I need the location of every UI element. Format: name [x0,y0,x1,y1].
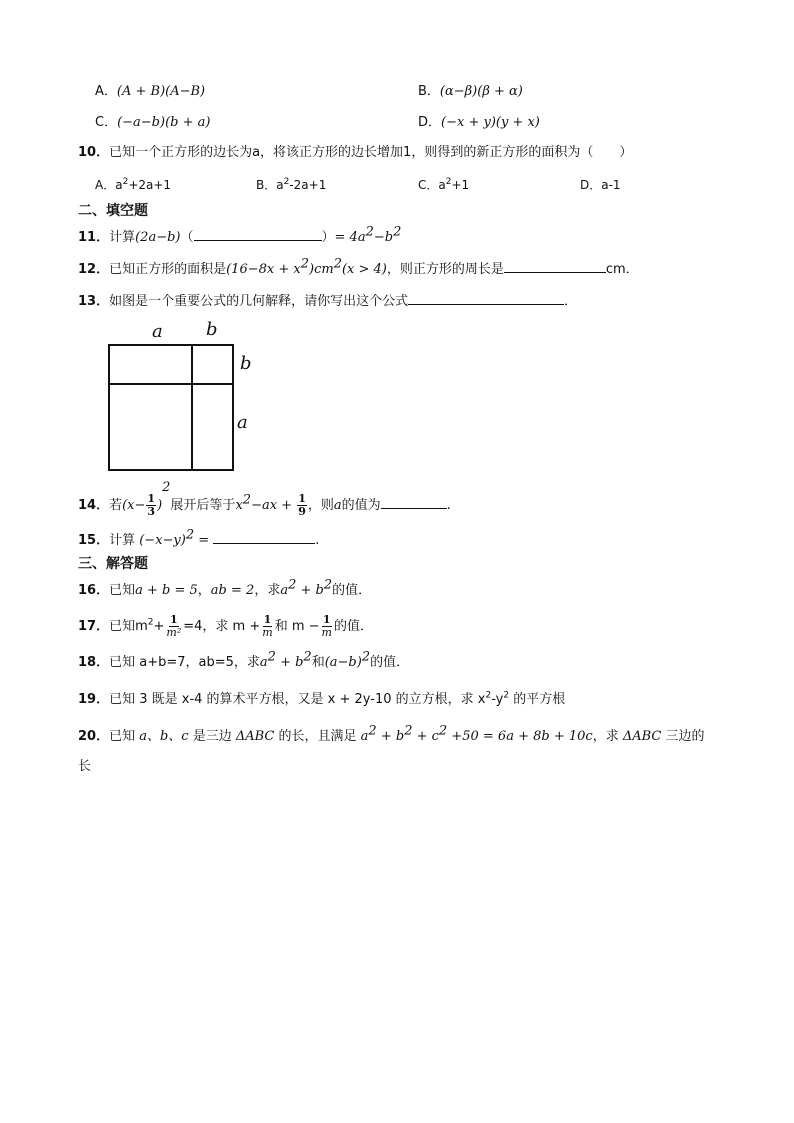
exponent: 2 [438,723,448,739]
question-number: 12． [78,262,110,277]
question-text: 已知 3 既是 x-4 的算术平方根，又是 x + 2y-10 的立方根，求 x [109,692,486,707]
question-text: 的长，且满足 [274,729,361,744]
question-number: 19． [78,692,110,707]
q13-figure [100,318,280,478]
question-text: 计算 [109,533,140,548]
exponent: 2 [303,649,312,665]
q10-option-a [95,176,171,194]
question-text: 已知 [109,729,140,744]
exponent: 2 [185,527,195,543]
exponent: 2 [503,690,510,701]
fraction [146,493,156,518]
question-text: 的值． [370,655,410,670]
option-sup: 2 [122,177,129,187]
option-text: a [115,178,123,192]
denominator: m² [166,626,182,639]
option-label: B． [418,84,440,99]
question-number: 17． [78,619,110,634]
punctuation: . [446,498,451,513]
punctuation: ． [564,294,578,309]
question-text: ，求 [592,729,623,744]
option-sup: 2 [445,177,452,187]
q10-option-d [580,176,621,194]
exponent: 2 [323,577,333,593]
math-expression: a [259,655,268,670]
question-number: 16． [78,583,110,598]
question-text: -y [491,692,504,707]
exponent: 2 [393,224,402,240]
numerator: 1 [170,613,178,626]
question-16 [78,577,372,600]
math-expression: +50 = 6a + 8b + 10c [447,729,593,744]
numerator: 1 [322,613,331,626]
option-text: a-1 [601,178,621,192]
math-expression: ΔABC [235,729,275,744]
question-15 [78,527,320,550]
question-17 [78,612,373,642]
q10-option-b [256,176,326,194]
question-text: 已知m [109,619,148,634]
question-text: 已知正方形的面积是 [109,262,227,277]
math-expression: (x− [122,498,146,513]
question-text: 展开后等于 [170,498,236,513]
answer-blank[interactable] [194,227,322,241]
paren: （ [180,230,194,245]
question-12 [78,256,639,279]
question-text: 的值为 [341,498,381,513]
exponent: 2 [404,723,413,739]
question-number: 18． [78,655,110,670]
square-diagram [100,318,280,478]
question-10 [78,144,632,162]
math-expression: + b [296,583,324,598]
math-expression: (x > 4) [341,262,387,277]
answer-blank[interactable] [504,259,606,273]
math-expression: = 4a [334,230,366,245]
option-label: C． [418,178,439,192]
question-text: 的值． [333,619,373,634]
option-label: D． [580,178,602,192]
question-number: 13． [78,294,110,309]
math-expression: a [360,729,369,744]
math-expression: ΔABC [622,729,662,744]
math-expression: −ax + [251,498,297,513]
option-text: +1 [451,178,470,192]
option-label: A． [95,84,117,99]
denominator: 3 [147,505,156,518]
q9-option-b [418,83,523,101]
math-expression: x [235,498,243,513]
math-expression: (a−b) [324,655,362,670]
q9-option-d [418,114,540,132]
option-label: C． [95,115,118,130]
denominator: m [262,626,273,639]
question-text: ，则 [307,498,334,513]
question-number: 14． [78,498,110,513]
option-expression: (−a−b)(b + a) [117,115,211,130]
question-text: 如图是一个重要公式的几何解释，请你写出这个公式 [109,294,409,309]
exponent: 2 [361,649,371,665]
math-expression: (2a−b) [135,230,181,245]
question-19 [78,691,565,709]
punctuation: . [315,533,320,548]
question-number: 20． [78,729,110,744]
question-text: 和 m − [274,619,320,634]
exponent: 2 [267,649,276,665]
q9-option-c [95,114,210,132]
option-text: +2a+1 [128,178,172,192]
question-14: 14．若(x− $\frac{1}{3}$ )$^2$展开后等于$x^2-ax$ + $\frac{1}{9}$ ，则a的值为 . [78,480,451,518]
label-b-top: b [206,319,218,340]
math-expression: a [280,583,289,598]
exponent: 2 [242,492,252,508]
question-20 [78,723,705,746]
question-18 [78,649,410,672]
answer-blank[interactable] [381,495,447,509]
math-expression: ab = 2 [210,583,255,598]
q9-option-a [95,83,205,101]
question-text: 是三边 [188,729,236,744]
paren: ） [321,230,335,245]
section-title-solve: 三、解答题 [78,556,148,572]
question-text: 已知 [109,583,136,598]
math-expression: + b [275,655,304,670]
denominator: 9 [298,505,306,518]
math-expression: + c [412,729,439,744]
exponent: 2 [147,617,154,628]
question-text: 计算 [109,230,136,245]
option-expression: (A + B)(A−B) [116,84,206,99]
fraction [261,614,273,639]
fraction [297,493,307,518]
math-variable: a [333,498,342,513]
question-text: 的平方根 [509,692,566,707]
option-text: -2a+1 [289,178,327,192]
exponent: 2 [333,256,342,272]
fraction [165,614,182,639]
fraction [321,614,333,639]
question-number: 11． [78,230,110,245]
question-text: 已知 a+b=7，ab=5，求 [109,655,260,670]
q10-option-c [418,176,469,194]
option-expression: (α−β)(β + α) [439,84,523,99]
math-expression: + b [376,729,405,744]
question-text: 已知一个正方形的边长为a，将该正方形的边长增加1，则得到的新正方形的面积为（ ） [109,145,633,160]
question-text: ，求 [254,583,281,598]
answer-blank[interactable] [213,530,315,544]
question-11 [78,224,402,247]
question-text: 若 [109,498,123,513]
option-label: D． [418,115,442,130]
exponent: 2 [485,690,492,701]
punctuation: ， [197,583,211,598]
question-text: 和 [311,655,325,670]
exponent: 2 [368,723,377,739]
numerator: 1 [263,613,272,626]
label-a-top: a [152,321,163,342]
exponent: 2 [288,577,297,593]
outer-square [109,345,233,470]
question-20-continued: 长 [78,759,92,774]
section-title-fill-in: 二、填空题 [78,203,148,219]
question-number: 10． [78,145,110,160]
option-label: B． [256,178,277,192]
option-expression: (−x + y)(y + x) [441,115,540,130]
option-text: a [276,178,284,192]
question-text: ，则正方形的周长是 [386,262,504,277]
question-text: 的值． [332,583,372,598]
option-sup: 2 [283,177,290,187]
operator: + [153,619,165,634]
math-expression: )cm [309,262,334,277]
label-a-right: a [237,412,248,433]
option-text: a [438,178,446,192]
question-text: =4，求 m + [183,619,261,634]
math-expression: (16−8x + x [226,262,301,277]
math-expression: −b [373,230,394,245]
question-number: 15． [78,533,110,548]
denominator: m [321,626,332,639]
option-label: A． [95,178,116,192]
math-expression: a、b、c [139,729,189,744]
exponent: 2 [162,480,171,495]
math-expression: = [194,533,214,548]
question-text: 三边的 [661,729,705,744]
math-expression: a + b = 5 [135,583,198,598]
label-b-right: b [240,353,252,374]
math-expression: (−x−y) [139,533,186,548]
exponent: 2 [300,256,309,272]
numerator: 1 [298,492,306,505]
answer-blank[interactable] [408,291,564,305]
unit-text: cm． [605,262,639,277]
numerator: 1 [147,492,156,505]
question-13 [78,291,577,311]
exponent: 2 [365,224,374,240]
